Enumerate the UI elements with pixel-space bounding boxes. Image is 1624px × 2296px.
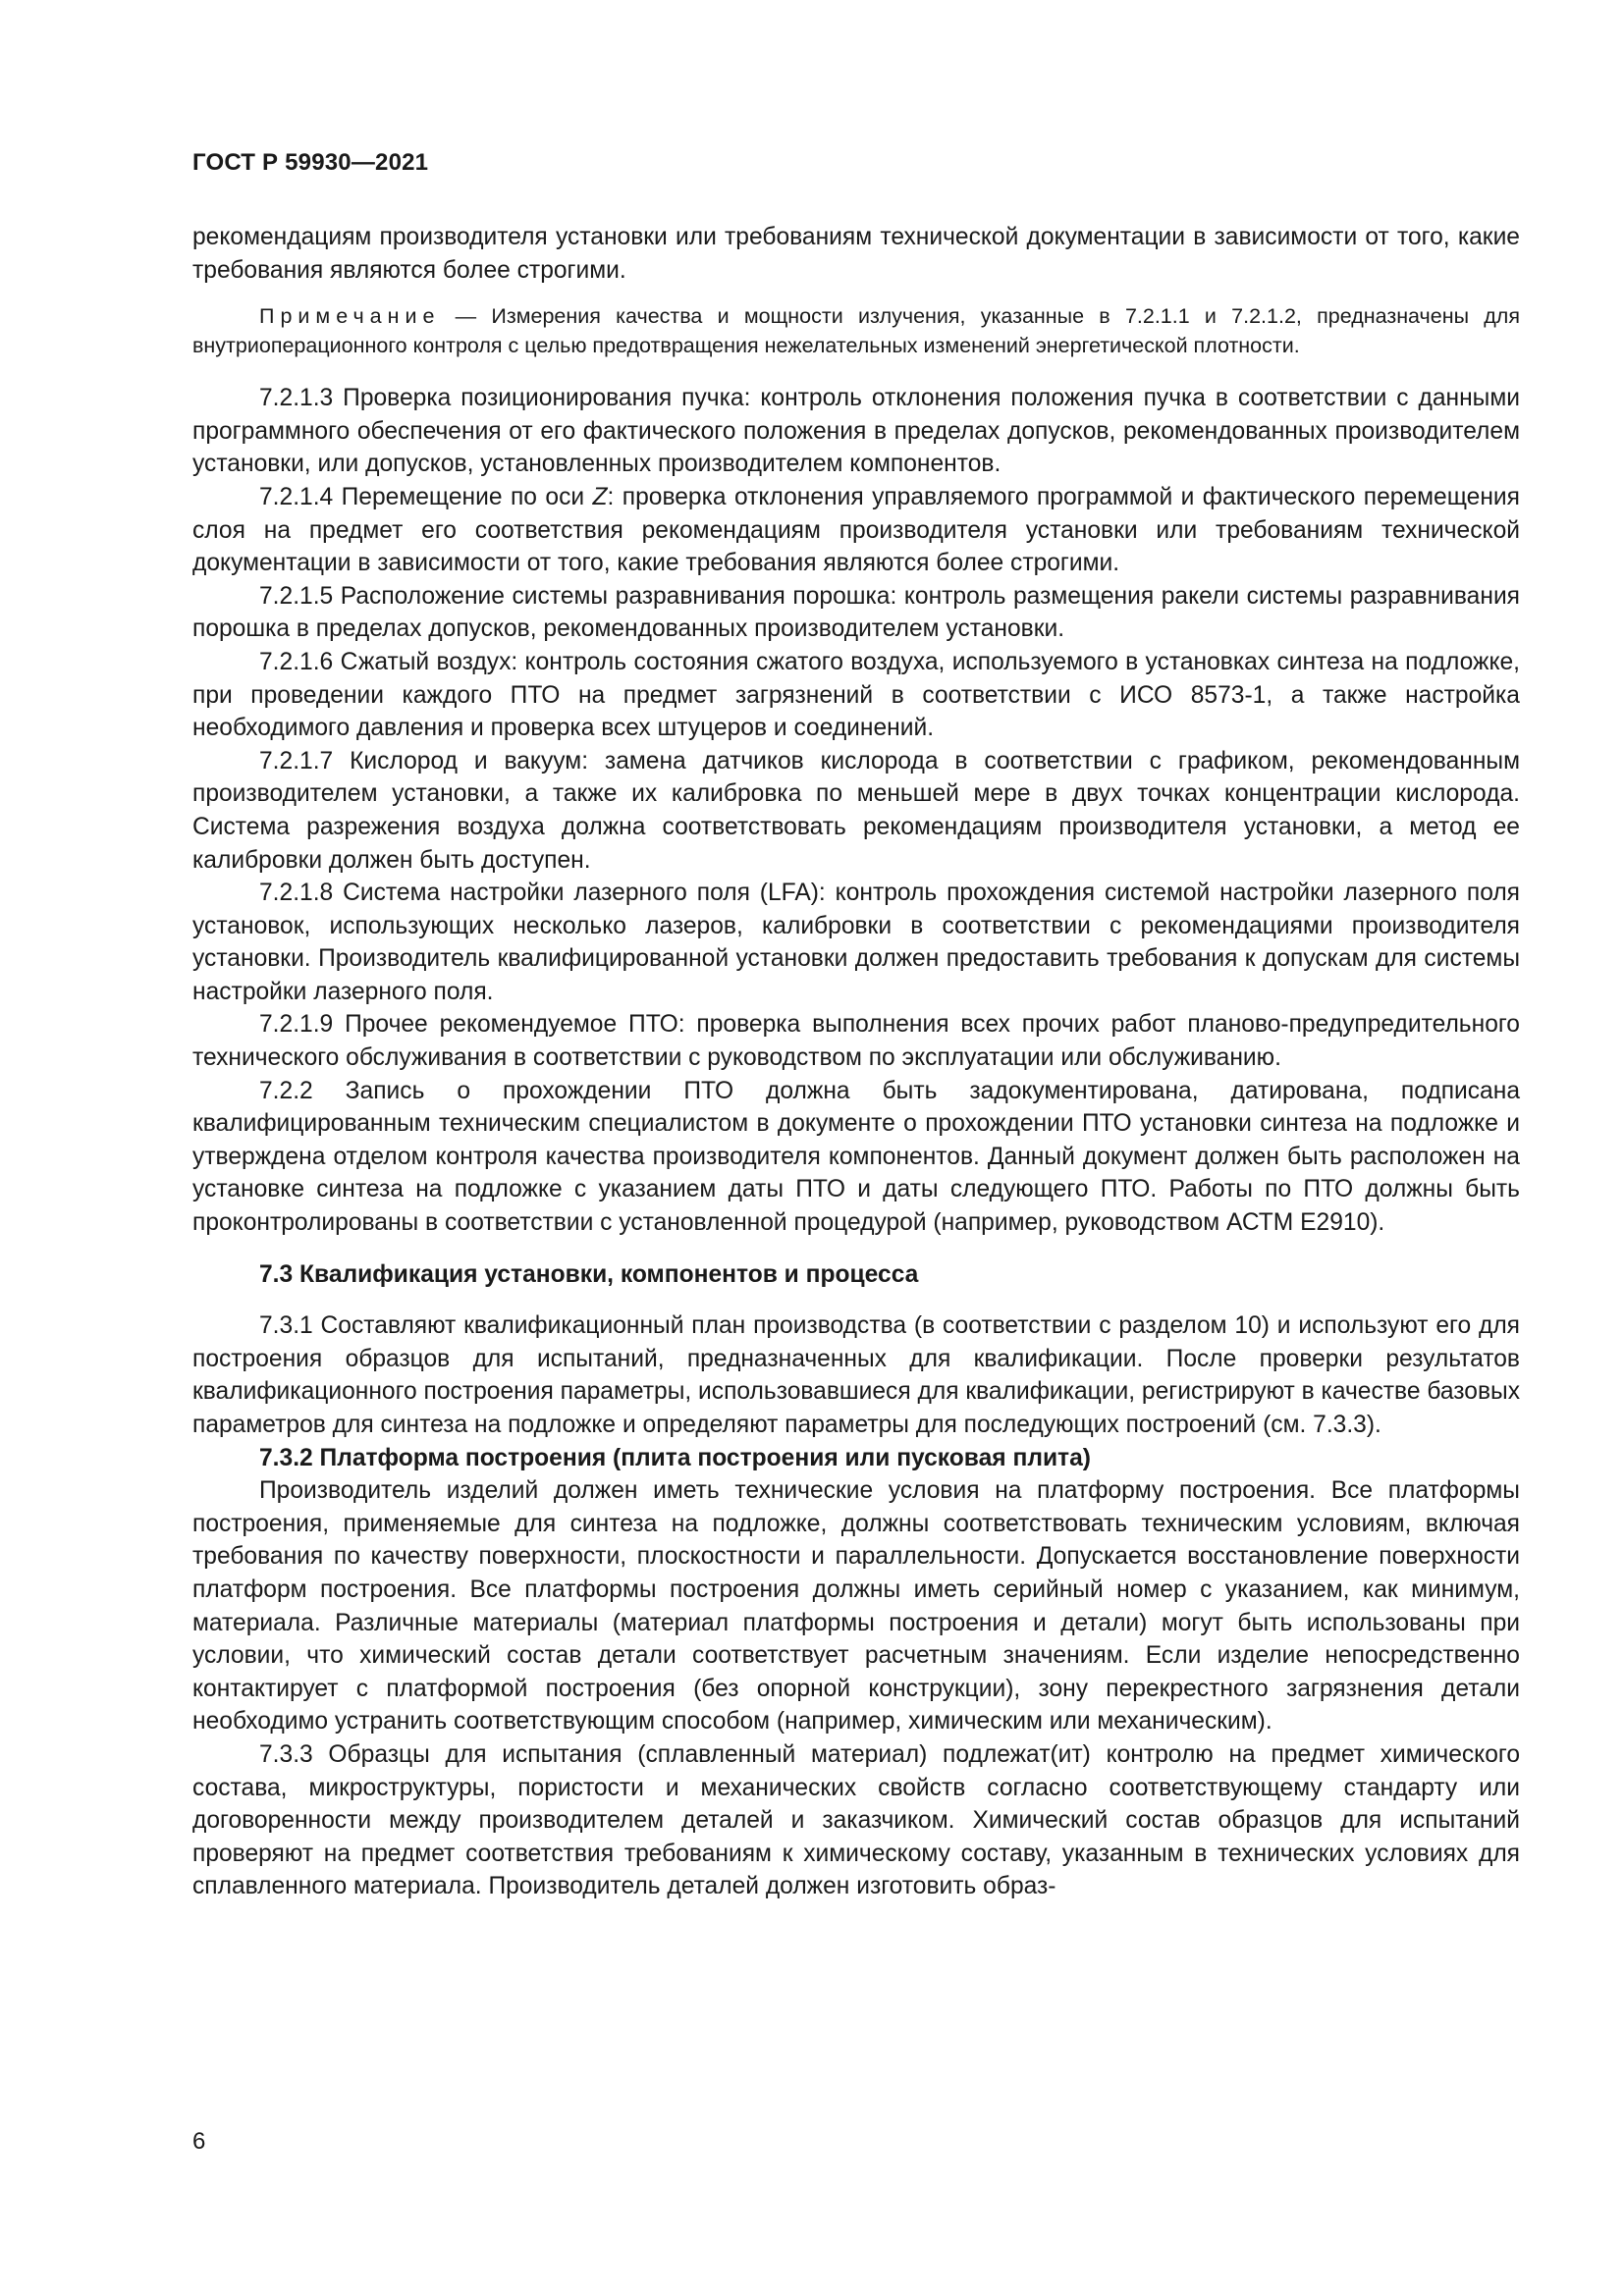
section-heading-7-3: 7.3 Квалификация установки, компонентов и процесса bbox=[259, 1260, 919, 1288]
clause-7-2-1-3: 7.2.1.3 Проверка позиционирования пучка: контроль отклонения положения пучка в соответствии с данными программного обеспечения от его фактического положения в пределах допусков, рекомендованных производителем установки, или допусков, установленных производителем компонентов. bbox=[192, 385, 1520, 478]
clause-7-2-1-7: 7.2.1.7 Кислород и вакуум: замена датчиков кислорода в соответствии с графиком, рекомендованным производителем установки, а также их калибровка по меньшей мере в двух точках концентрации кислорода. Система разрежения воздуха должна соответствовать рекомендациям производителя установки, а метод ее калибровки должен быть доступен. bbox=[192, 747, 1520, 874]
clause-7-2-1-4-start: 7.2.1.4 Перемещение по оси bbox=[259, 483, 593, 510]
clause-7-3-3: 7.3.3 Образцы для испытания (сплавленный материал) подлежат(ит) контролю на предмет химического состава, микроструктуры, пористости и механических свойств согласно соответствующему стандарту или договоренности между производителем деталей и заказчиком. Химический состав образцов для испытаний проверяют на предмет соответствия требованиям к химическому составу, указанным в технических условиях для сплавленного материала. Производитель деталей должен изготовить образ- bbox=[192, 1740, 1520, 1900]
page-number: 6 bbox=[192, 2128, 206, 2155]
standard-designation: ГОСТ Р 59930—2021 bbox=[192, 149, 429, 176]
page-body bbox=[192, 221, 1520, 1903]
paragraph-continuation: рекомендациям производителя установки или требованиям технической документации в зависимости от того, какие требования являются более строгими. bbox=[192, 224, 1520, 284]
note-paragraph bbox=[192, 301, 1520, 360]
clause-7-2-2: 7.2.2 Запись о прохождении ПТО должна быть задокументирована, датирована, подписана квалифицированным техническим специалистом в документе о прохождении ПТО установки синтеза на подложке и утверждена отделом контроля качества производителя компонентов. Данный документ должен быть расположен на установке синтеза на подложке с указанием даты ПТО и даты следующего ПТО. Работы по ПТО должны быть проконтролированы в соответствии с установленной процедурой (например, руководством АСТМ E2910). bbox=[192, 1077, 1520, 1237]
clause-7-2-1-6: 7.2.1.6 Сжатый воздух: контроль состояния сжатого воздуха, используемого в установках синтеза на подложке, при проведении каждого ПТО на предмет загрязнений в соответствии с ИСО 8573-1, а также настройка необходимого давления и проверка всех штуцеров и соединений. bbox=[192, 648, 1520, 742]
clause-7-2-1-5: 7.2.1.5 Расположение системы разравнивания порошка: контроль размещения ракели системы разравнивания порошка в пределах допусков, рекомендованных производителем установки. bbox=[192, 582, 1520, 643]
subsection-heading-7-3-2: 7.3.2 Платформа построения (плита построения или пусковая плита) bbox=[259, 1444, 1091, 1471]
clause-7-3-1: 7.3.1 Составляют квалификационный план производства (в соответствии с разделом 10) и используют его для построения образцов для испытаний, предназначенных для квалификации. После проверки результатов квалификационного построения параметры, использовавшиеся для квалификации, регистрируют в качестве базовых параметров для синтеза на подложке и определяют параметры для последующих построений (см. 7.3.3). bbox=[192, 1312, 1520, 1438]
note-text: — Измерения качества и мощности излучения, указанные в 7.2.1.1 и 7.2.1.2, предназначены для внутриоперационного контроля с целью предотвращения нежелательных изменений энергетической плотности. bbox=[192, 304, 1520, 358]
note-label: Примечание bbox=[259, 304, 441, 329]
clause-7-2-1-4 bbox=[192, 481, 1520, 580]
clause-7-3-2-text: Производитель изделий должен иметь технические условия на платформу построения. Все платформы построения, применяемые для синтеза на подложке, должны соответствовать техническим условиям, включая требования по качеству поверхности, плоскостности и параллельности. Допускается восстановление поверхности платформ построения. Все платформы построения должны иметь серийный номер с указанием, как минимум, материала. Различные материалы (материал платформы построения и детали) могут быть использованы при условии, что химический состав детали соответствует расчетным значениям. Если изделие непосредственно контактирует с платформой построения (без опорной конструкции), зону перекрестного загрязнения детали необходимо устранить соответствующим способом (например, химическим или механическим). bbox=[192, 1477, 1520, 1735]
axis-z-label: Z bbox=[592, 483, 608, 510]
clause-7-2-1-9: 7.2.1.9 Прочее рекомендуемое ПТО: проверка выполнения всех прочих работ планово-предупредительного технического обслуживания в соответствии с руководством по эксплуатации или обслуживанию. bbox=[192, 1011, 1520, 1072]
clause-7-2-1-8: 7.2.1.8 Система настройки лазерного поля (LFA): контроль прохождения системой настройки лазерного поля установок, использующих несколько лазеров, калибровки в соответствии с рекомендациями производителя установки. Производитель квалифицированной установки должен предоставить требования к допускам для системы настройки лазерного поля. bbox=[192, 880, 1520, 1005]
clause-7-2-1-4-rest: : проверка отклонения управляемого программой и фактического перемещения слоя на предмет его соответствия рекомендациям производителя установки или требованиям технической документации в зависимости от того, какие требования являются более строгими. bbox=[192, 483, 1520, 577]
